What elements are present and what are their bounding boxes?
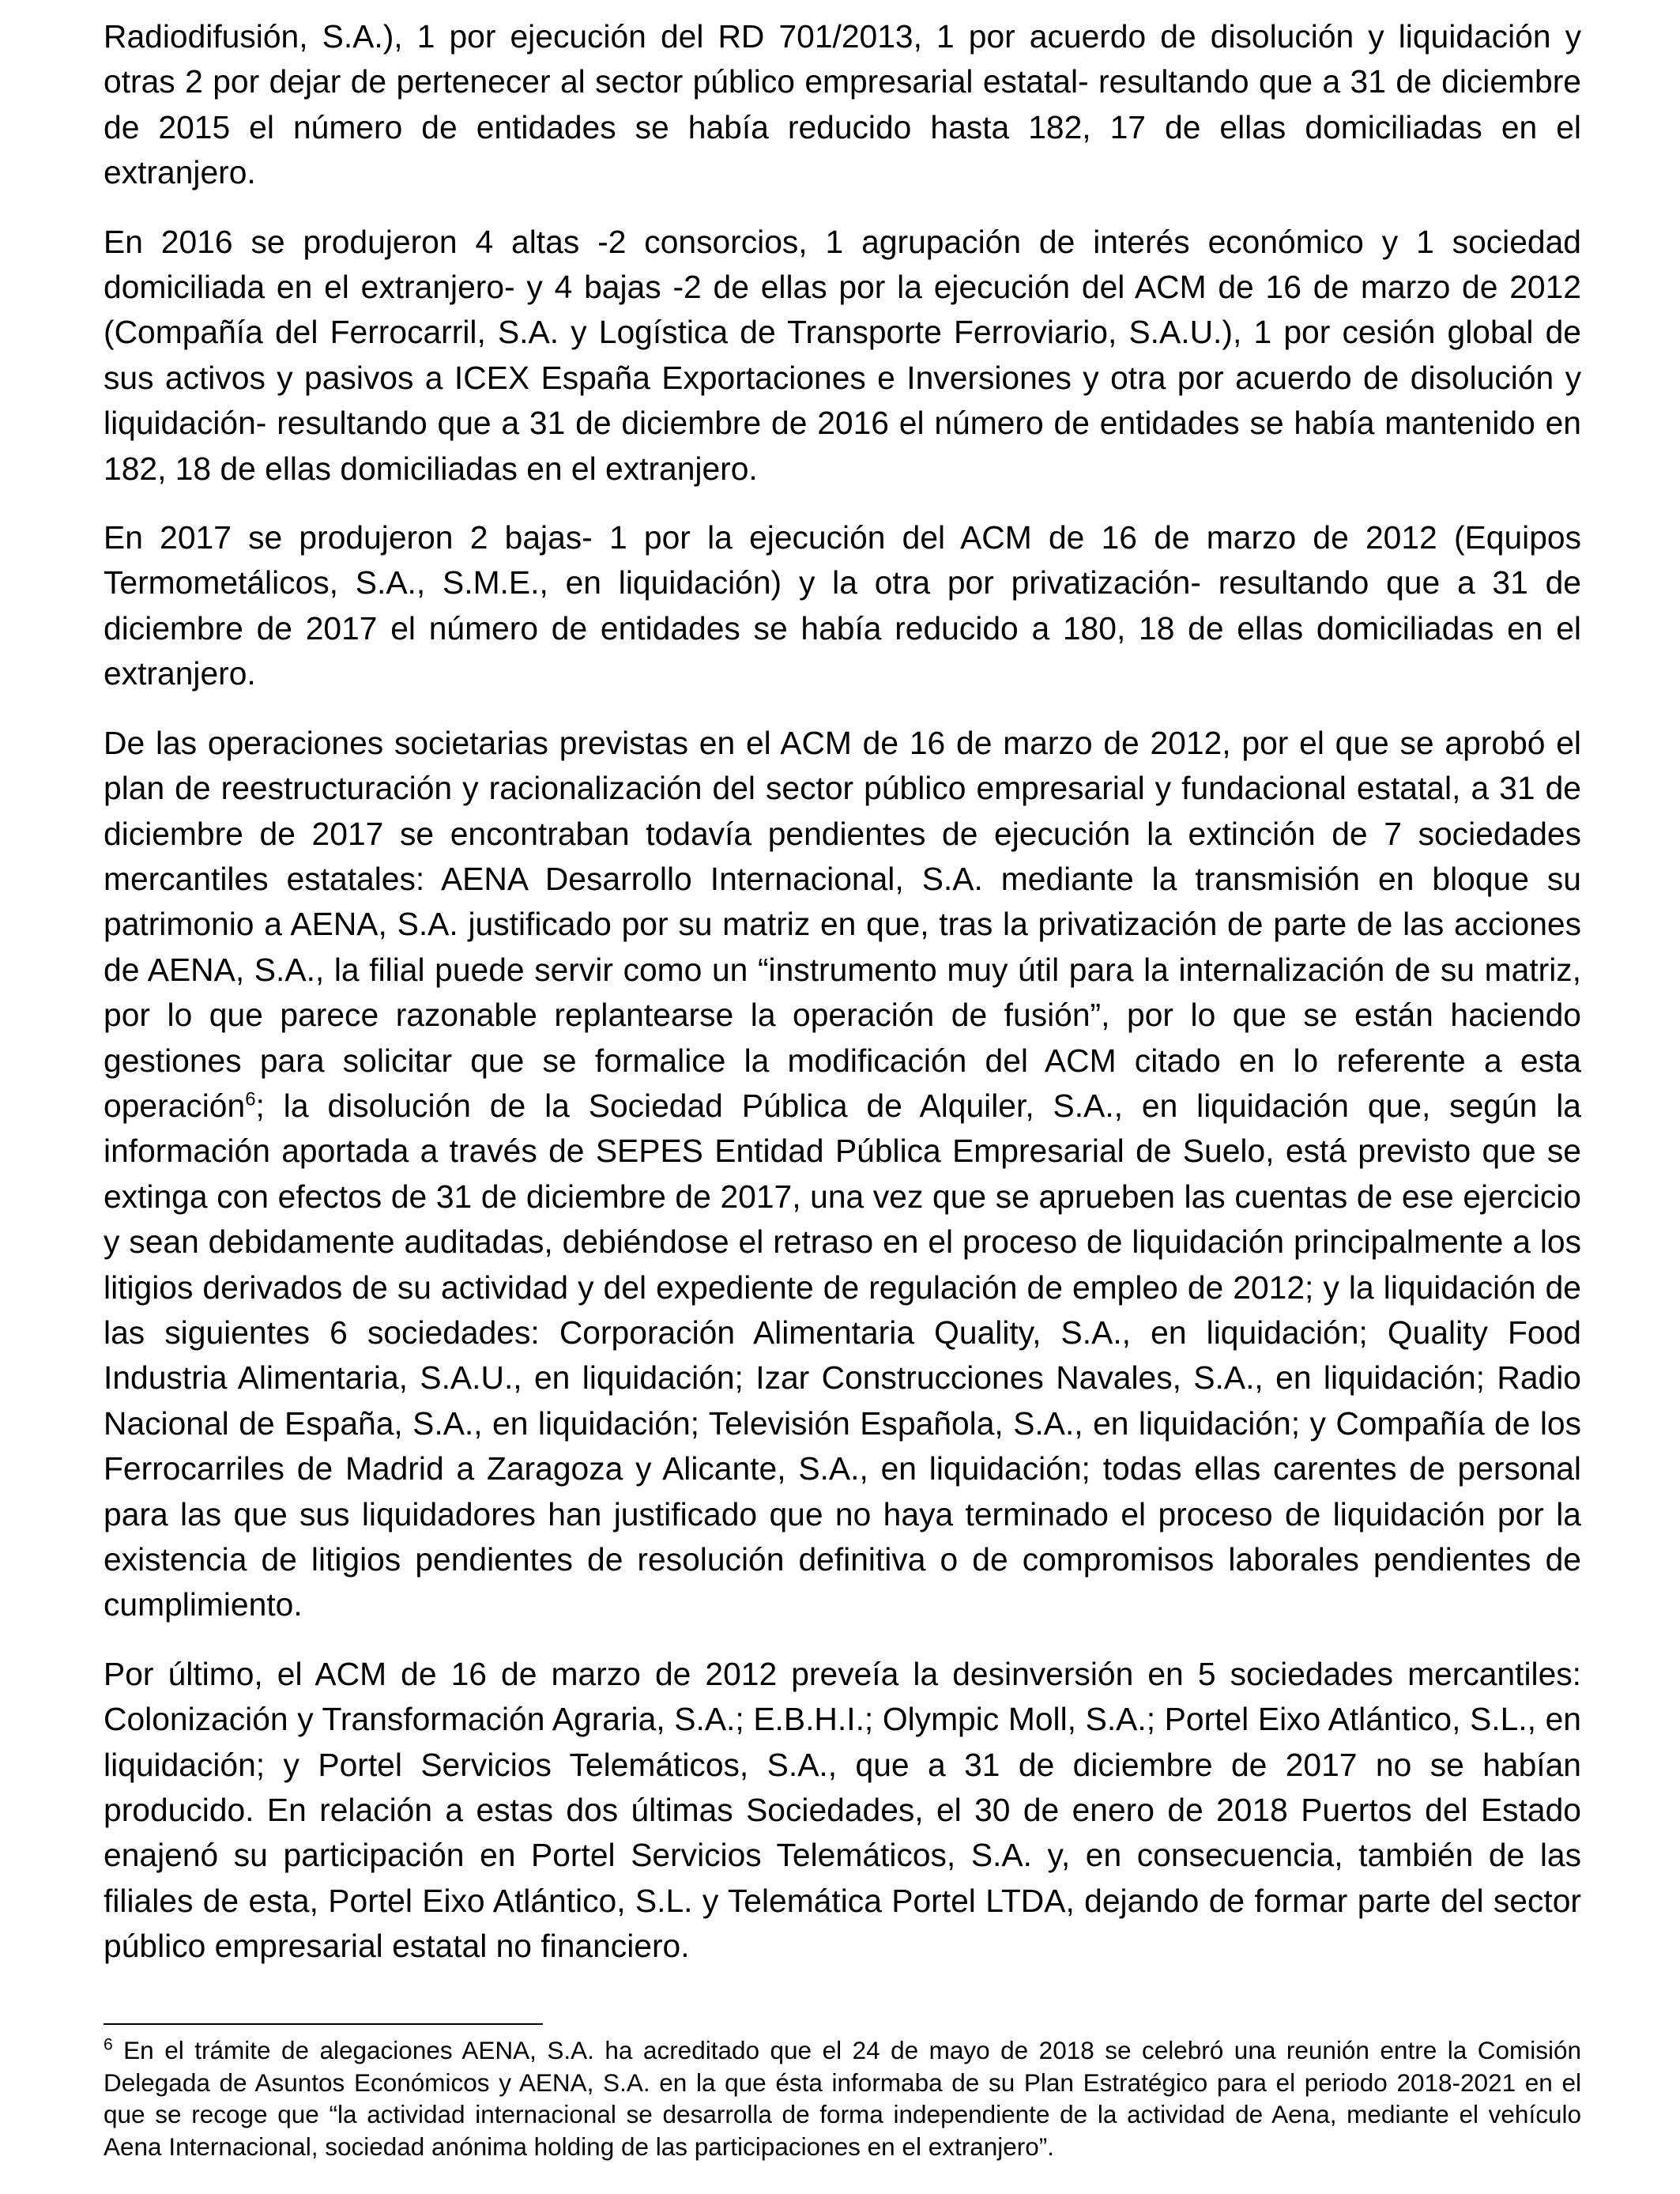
paragraph-pending-operations	[104, 721, 1581, 1628]
footnote-number: 6	[104, 2035, 113, 2054]
paragraph-2016-changes: En 2016 se produjeron 4 altas -2 consorcios, 1 agrupación de interés económico y 1 sociedad domiciliada en el extranjero- y 4 bajas -2 de ellas por la ejecución del ACM de 16 de marzo de 2012 (Compañía del Ferrocarril, S.A. y Logística de Transporte Ferroviario, S.A.U.), 1 por cesión global de sus activos y pasivos a ICEX España Exportaciones e Inversiones y otra por acuerdo de disolución y liquidación- resultando que a 31 de diciembre de 2016 el número de entidades se había mantenido en 182, 18 de ellas domiciliadas en el extranjero.	[104, 223, 1581, 487]
paragraph-2015-summary: Radiodifusión, S.A.), 1 por ejecución del RD 701/2013, 1 por acuerdo de disolución y liquidación y otras 2 por dejar de pertenecer al sector público empresarial estatal- resultando que a 31 de diciembre de 2015 el número de entidades se había reducido hasta 182, 17 de ellas domiciliadas en el extranjero.	[104, 18, 1581, 191]
pending-operations-text-before: De las operaciones societarias previstas en el ACM de 16 de marzo de 2012, por el que se aprobó el plan de reestructuración y racionalización del sector público empresarial y fundacional estatal, a 31 de diciembre de 2017 se encontraban todavía pendientes de ejecución la extinción de 7 sociedades mercantiles estatales: AENA Desarrollo Internacional, S.A. mediante la transmisión en bloque su patrimonio a AENA, S.A. justificado por su matriz en que, tras la privatización de parte de las acciones de AENA, S.A., la filial puede servir como un “instrumento muy útil para la internalización de su matriz, por lo que parece razonable replantearse la operación de fusión”, por lo que se están haciendo gestiones para solicitar que se formalice la modificación del ACM citado en lo referente a esta operación	[104, 724, 1581, 1124]
paragraph-2017-changes: En 2017 se produjeron 2 bajas- 1 por la ejecución del ACM de 16 de marzo de 2012 (Equipos Termometálicos, S.A., S.M.E., en liquidación) y la otra por privatización- resultando que a 31 de diciembre de 2017 el número de entidades se había reducido a 180, 18 de ellas domiciliadas en el extranjero.	[104, 519, 1581, 692]
footnote-text: En el trámite de alegaciones AENA, S.A. ha acreditado que el 24 de mayo de 2018 se celebró una reunión entre la Comisión Delegada de Asuntos Económicos y AENA, S.A. en la que ésta informaba de su Plan Estratégico para el periodo 2018-2021 en el que se recoge que “la actividad internacional se desarrolla de forma independiente de la actividad de Aena, mediante el vehículo Aena Internacional, sociedad anónima holding de las participaciones en el extranjero”.	[104, 2036, 1581, 2161]
paragraph-divestments: Por último, el ACM de 16 de marzo de 2012 preveía la desinversión en 5 sociedades mercantiles: Colonización y Transformación Agraria, S.A.; E.B.H.I.; Olympic Moll, S.A.; Portel Eixo Atlántico, S.L., en liquidación; y Portel Servicios Telemáticos, S.A., que a 31 de diciembre de 2017 no se habían producido. En relación a estas dos últimas Sociedades, el 30 de enero de 2018 Puertos del Estado enajenó su participación en Portel Servicios Telemáticos, S.A. y, en consecuencia, también de las filiales de esta, Portel Eixo Atlántico, S.L. y Telemática Portel LTDA, dejando de formar parte del sector público empresarial estatal no financiero.	[104, 1655, 1581, 1965]
body-text	[104, 14, 1581, 1993]
pending-operations-text-after: ; la disolución de la Sociedad Pública de Alquiler, S.A., en liquidación que, según la información aportada a través de SEPES Entidad Pública Empresarial de Suelo, está previsto que se extinga con efectos de 31 de diciembre de 2017, una vez que se aprueben las cuentas de ese ejercicio y sean debidamente auditadas, debiéndose el retraso en el proceso de liquidación principalmente a los litigios derivados de su actividad y del expediente de regulación de empleo de 2012; y la liquidación de las siguientes 6 sociedades: Corporación Alimentaria Quality, S.A., en liquidación; Quality Food Industria Alimentaria, S.A.U., en liquidación; Izar Construcciones Navales, S.A., en liquidación; Radio Nacional de España, S.A., en liquidación; Televisión Española, S.A., en liquidación; y Compañía de los Ferrocarriles de Madrid a Zaragoza y Alicante, S.A., en liquidación; todas ellas carentes de personal para las que sus liquidadores han justificado que no haya terminado el proceso de liquidación por la existencia de litigios pendientes de resolución definitiva o de compromisos laborales pendientes de cumplimiento.	[104, 1087, 1581, 1623]
document-page	[104, 0, 1581, 2194]
footnote-separator	[104, 2023, 543, 2025]
footnote-reference[interactable]: 6	[245, 1088, 256, 1110]
footnote	[104, 2034, 1581, 2162]
